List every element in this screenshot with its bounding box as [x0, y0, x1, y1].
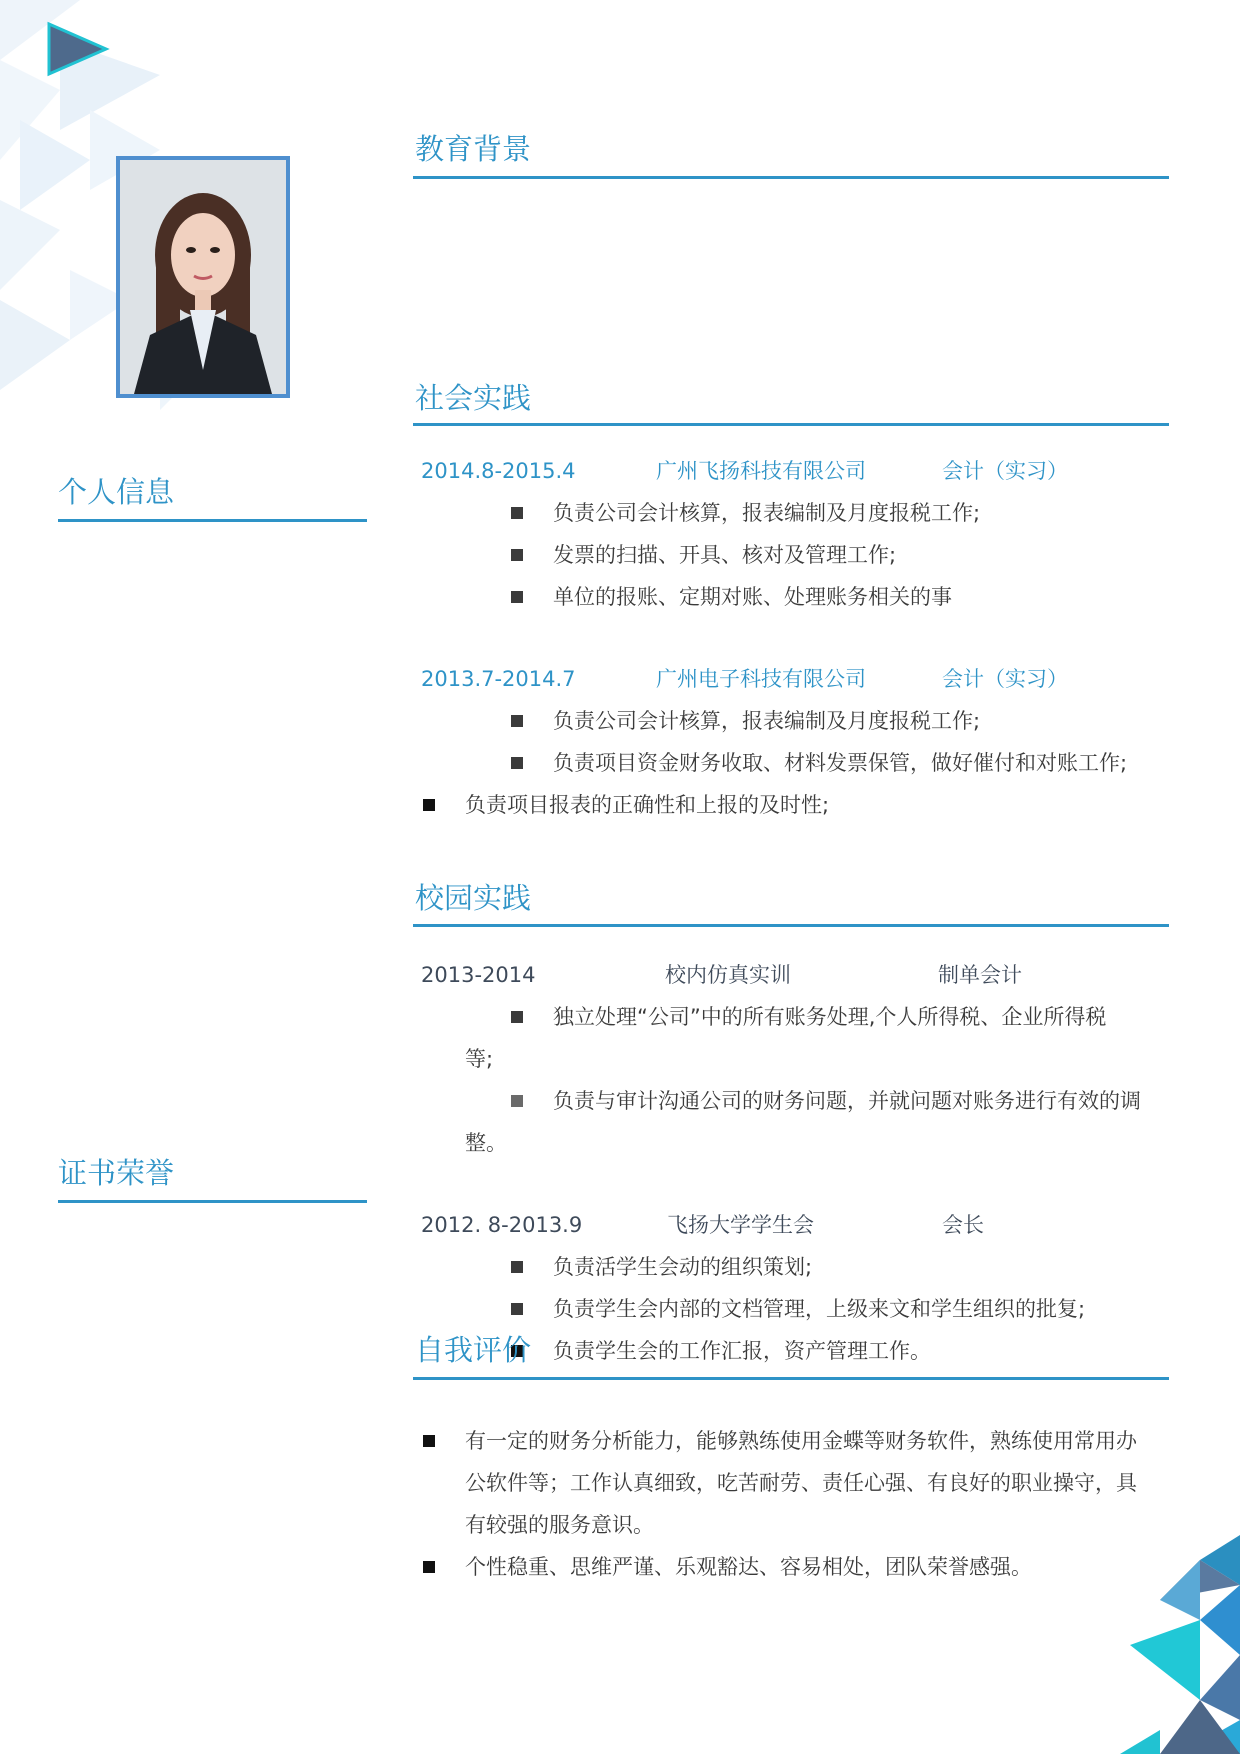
paragraph-line: 个性稳重、思维严谨、乐观豁达、容易相处，团队荣誉感强。 — [465, 1555, 1032, 1579]
campus-date: 2012. 8-2013.9 — [421, 1213, 583, 1237]
list-item: 负责活学生会动的组织策划; — [553, 1255, 813, 1279]
square-bullet-icon — [511, 507, 523, 519]
campus-org: 飞扬大学学生会 — [667, 1213, 814, 1237]
divider — [58, 1200, 367, 1203]
campus-role: 会长 — [942, 1213, 984, 1237]
paragraph-line: 有较强的服务意识。 — [465, 1513, 654, 1537]
job-date: 2013.7-2014.7 — [421, 667, 576, 691]
section-title-education: 教育背景 — [415, 132, 532, 166]
divider — [413, 176, 1169, 179]
list-item: 负责项目资金财务收取、材料发票保管，做好催付和对账工作; — [553, 751, 1128, 775]
square-bullet-icon — [423, 1561, 435, 1573]
campus-org: 校内仿真实训 — [665, 963, 791, 987]
section-title-self-evaluation: 自我评价 — [415, 1333, 532, 1367]
list-item: 负责学生会内部的文档管理，上级来文和学生组织的批复; — [553, 1297, 1086, 1321]
square-bullet-icon — [423, 1435, 435, 1447]
job-company: 广州电子科技有限公司 — [656, 667, 866, 691]
square-bullet-icon — [511, 715, 523, 727]
paragraph-line: 公软件等；工作认真细致，吃苦耐劳、责任心强、有良好的职业操守，具 — [465, 1471, 1137, 1495]
divider — [413, 1377, 1169, 1380]
job-company: 广州飞扬科技有限公司 — [656, 459, 866, 483]
list-item: 负责公司会计核算，报表编制及月度报税工作; — [553, 501, 981, 525]
divider — [58, 519, 367, 522]
square-bullet-icon — [423, 799, 435, 811]
list-item: 发票的扫描、开具、核对及管理工作; — [553, 543, 897, 567]
profile-photo-frame — [116, 156, 290, 398]
job-role: 会计（实习） — [942, 459, 1068, 483]
job-date: 2014.8-2015.4 — [421, 459, 576, 483]
square-bullet-icon — [511, 591, 523, 603]
section-title-social-practice: 社会实践 — [415, 381, 532, 415]
square-bullet-icon — [511, 1011, 523, 1023]
campus-role: 制单会计 — [938, 963, 1022, 987]
section-title-certificates: 证书荣誉 — [58, 1156, 175, 1190]
list-item-continuation: 等; — [465, 1047, 494, 1071]
divider — [413, 924, 1169, 927]
section-title-campus-practice: 校园实践 — [415, 881, 532, 915]
square-bullet-icon — [511, 549, 523, 561]
list-item-continuation: 整。 — [465, 1131, 507, 1155]
square-bullet-icon — [511, 1261, 523, 1273]
section-title-personal-info: 个人信息 — [58, 475, 175, 509]
list-item: 独立处理“公司”中的所有账务处理,个人所得税、企业所得税 — [553, 1005, 1107, 1029]
list-item: 负责项目报表的正确性和上报的及时性; — [465, 793, 830, 817]
square-bullet-icon — [511, 1095, 523, 1107]
square-bullet-icon — [511, 1303, 523, 1315]
list-item: 负责公司会计核算，报表编制及月度报税工作; — [553, 709, 981, 733]
paragraph-line: 有一定的财务分析能力，能够熟练使用金蝶等财务软件，熟练使用常用办 — [465, 1429, 1137, 1453]
campus-date: 2013-2014 — [421, 963, 536, 987]
list-item: 负责学生会的工作汇报，资产管理工作。 — [553, 1339, 931, 1363]
job-role: 会计（实习） — [942, 667, 1068, 691]
square-bullet-icon — [511, 757, 523, 769]
divider — [413, 423, 1169, 426]
triangle-play-icon — [49, 24, 106, 74]
list-item: 单位的报账、定期对账、处理账务相关的事 — [553, 585, 952, 609]
list-item: 负责与审计沟通公司的财务问题，并就问题对账务进行有效的调 — [553, 1089, 1141, 1113]
profile-photo — [120, 160, 286, 394]
